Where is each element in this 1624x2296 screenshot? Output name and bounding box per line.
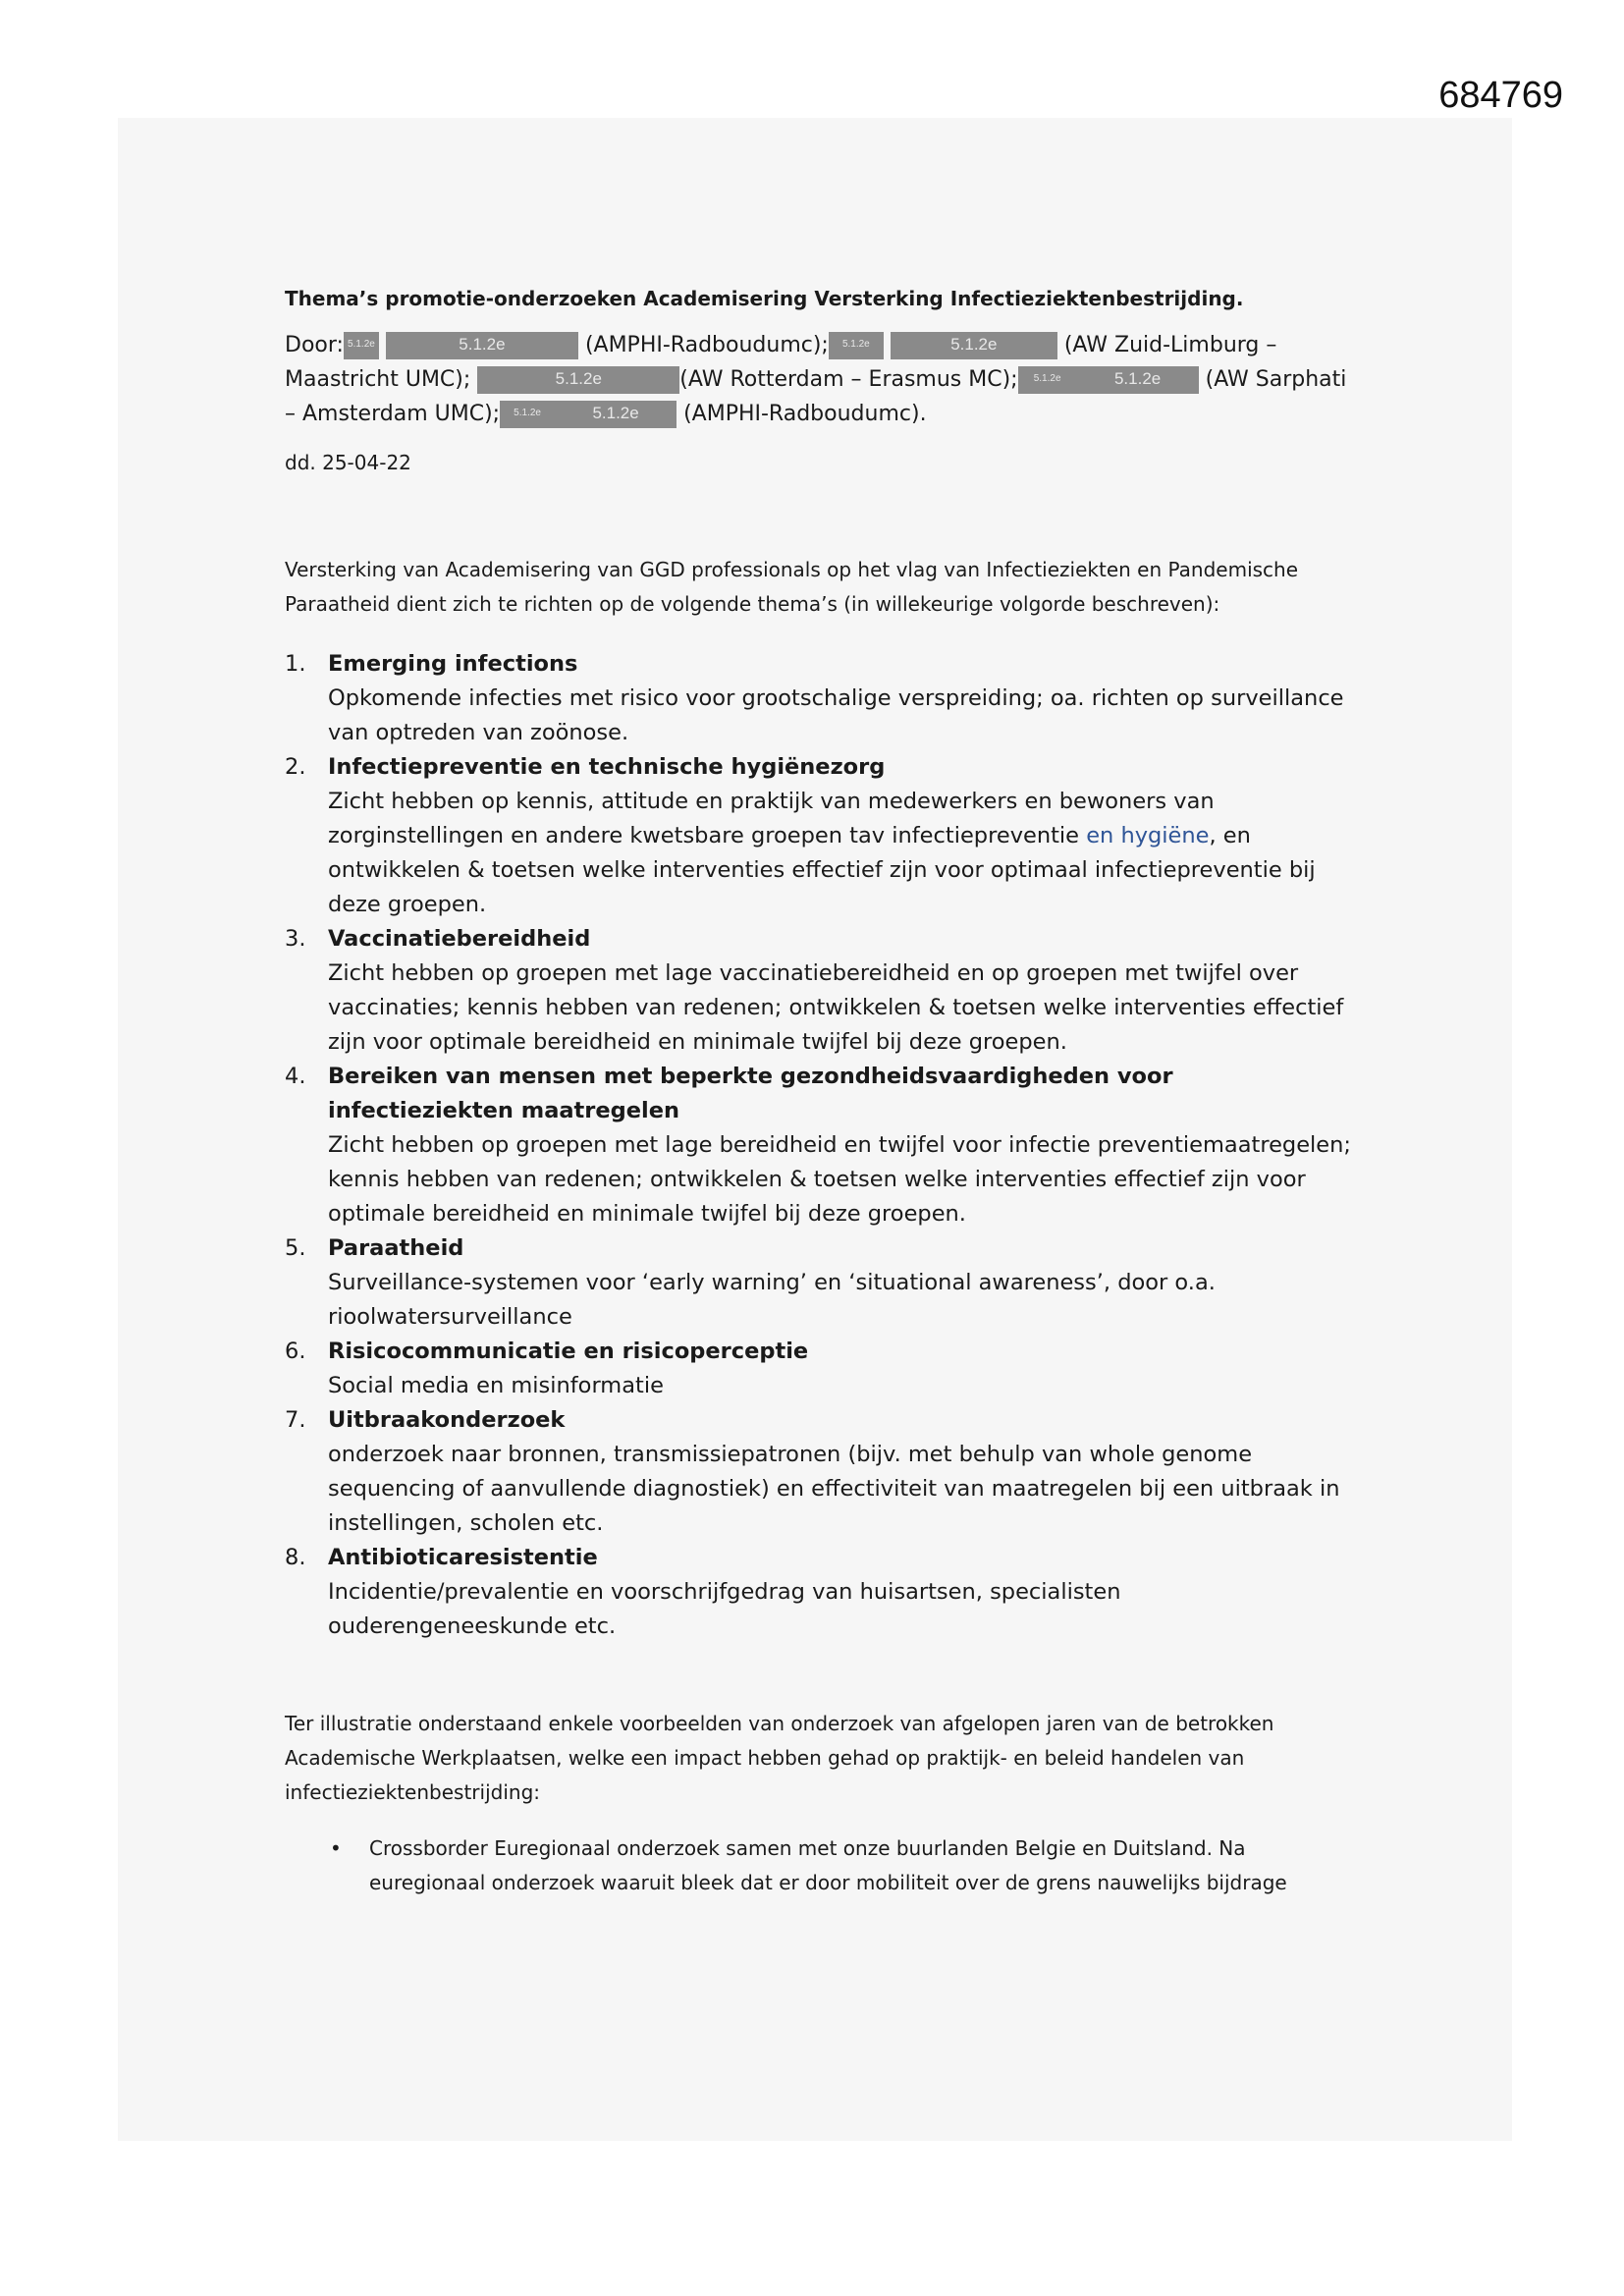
theme-heading: Vaccinatiebereidheid	[328, 926, 591, 952]
theme-heading: Paraatheid	[328, 1235, 464, 1261]
author-affiliation: Maastricht UMC);	[285, 367, 471, 392]
author-affiliation: – Amsterdam UMC);	[285, 402, 501, 426]
list-item	[285, 750, 1355, 922]
list-number: 1.	[285, 651, 306, 677]
redaction-box: 5.1.2e	[344, 332, 379, 359]
author-affiliation: (AMPHI-Radboudumc);	[584, 333, 829, 357]
list-item	[285, 647, 1355, 750]
theme-heading: Risicocommunicatie en risicoperceptie	[328, 1339, 809, 1364]
examples-intro: Ter illustratie onderstaand enkele voorbeelden van onderzoek van afgelopen jaren van de betrokken Academische Werkplaatsen, welke een impact hebben gehad op praktijk- en beleid handelen van infectieziektenbestrijding:	[285, 1712, 1274, 1804]
theme-description: Opkomende infecties met risico voor grootschalige verspreiding; oa. richten op surveillance van optreden van zoönose.	[328, 685, 1344, 745]
redaction-box: 5.1.2e	[829, 332, 884, 359]
list-number: 8.	[285, 1545, 306, 1570]
bullet-icon: •	[330, 1836, 342, 1860]
document-id: 684769	[1438, 75, 1563, 116]
author-affiliation: (AMPHI-Radboudumc).	[683, 402, 927, 426]
document-date: dd. 25-04-22	[285, 451, 411, 474]
themes-list	[285, 647, 1355, 1644]
list-item	[285, 1541, 1355, 1644]
theme-heading: Antibioticaresistentie	[328, 1545, 598, 1570]
theme-description: onderzoek naar bronnen, transmissiepatronen (bijv. met behulp van whole genome sequencing of aanvullende diagnostiek) en effectiviteit van maatregelen bij een uitbraak in instellingen, scholen etc.	[328, 1442, 1340, 1536]
document-body	[285, 287, 1355, 1900]
example-text: Crossborder Euregionaal onderzoek samen met onze buurlanden Belgie en Duitsland. Na euregionaal onderzoek waaruit bleek dat er door mobiliteit over de grens nauwelijks bijdrage	[369, 1836, 1287, 1894]
theme-heading: Infectiepreventie en technische hygiënezorg	[328, 754, 886, 780]
redaction-box: 5.1.2e	[477, 366, 679, 394]
theme-description: Zicht hebben op groepen met lage vaccinatiebereidheid en op groepen met twijfel over vaccinaties; kennis hebben van redenen; ontwikkelen & toetsen welke interventies effectief zijn voor optimale bereidheid en minimale twijfel bij deze groepen.	[328, 960, 1344, 1055]
redaction-box: 5.1.2e	[386, 332, 578, 359]
list-item	[285, 1231, 1355, 1335]
redaction-box: 5.1.2e	[555, 401, 677, 428]
list-item	[285, 1831, 1355, 1900]
list-number: 3.	[285, 926, 306, 952]
list-item	[285, 1403, 1355, 1541]
theme-description: Zicht hebben op groepen met lage bereidheid en twijfel voor infectie preventiemaatregelen; kennis hebben van redenen; ontwikkelen & toetsen welke interventies effectief zijn voor optimale bereidheid en minimale twijfel bij deze groepen.	[328, 1132, 1351, 1227]
theme-text: Zicht hebben op kennis, attitude en praktijk van medewerkers en bewoners van zorginstellingen en andere kwetsbare groepen tav infectiepreventie	[328, 789, 1215, 848]
examples-list	[285, 1831, 1355, 1900]
authors-prefix: Door:	[285, 333, 344, 357]
theme-text-highlight: en hygiëne	[1086, 823, 1210, 848]
theme-description: Surveillance-systemen voor ‘early warning’ en ‘situational awareness’, door o.a. rioolwatersurveillance	[328, 1270, 1216, 1330]
authors-block	[285, 328, 1355, 431]
theme-heading: Bereiken van mensen met beperkte gezondheidsvaardigheden voor infectieziekten maatregelen	[328, 1064, 1173, 1123]
list-item	[285, 1335, 1355, 1403]
theme-description	[328, 785, 1355, 922]
document-title: Thema’s promotie-onderzoeken Academisering Versterking Infectieziektenbestrijding.	[285, 287, 1244, 310]
redaction-box: 5.1.2e	[500, 401, 555, 428]
theme-description: Incidentie/prevalentie en voorschrijfgedrag van huisartsen, specialisten ouderengeneeskunde etc.	[328, 1579, 1121, 1639]
redaction-box: 5.1.2e	[1018, 366, 1077, 394]
author-affiliation: (AW Rotterdam – Erasmus MC);	[679, 367, 1018, 392]
list-number: 2.	[285, 754, 306, 780]
redaction-box: 5.1.2e	[891, 332, 1057, 359]
theme-text: , en ontwikkelen & toetsen welke interventies effectief zijn voor optimaal infectiepreventie bij deze groepen.	[328, 823, 1316, 917]
list-number: 7.	[285, 1407, 306, 1433]
intro-paragraph: Versterking van Academisering van GGD professionals op het vlag van Infectieziekten en Pandemische Paraatheid dient zich te richten op de volgende thema’s (in willekeurige volgorde beschreven):	[285, 558, 1299, 616]
list-item	[285, 922, 1355, 1060]
author-affiliation: (AW Zuid-Limburg –	[1063, 333, 1277, 357]
list-number: 5.	[285, 1235, 306, 1261]
list-number: 6.	[285, 1339, 306, 1364]
redaction-box: 5.1.2e	[1077, 366, 1199, 394]
author-affiliation: (AW Sarphati	[1205, 367, 1347, 392]
theme-description: Social media en misinformatie	[328, 1373, 664, 1398]
theme-heading: Uitbraakonderzoek	[328, 1407, 566, 1433]
theme-heading: Emerging infections	[328, 651, 578, 677]
list-item	[285, 1060, 1355, 1231]
list-number: 4.	[285, 1064, 306, 1089]
